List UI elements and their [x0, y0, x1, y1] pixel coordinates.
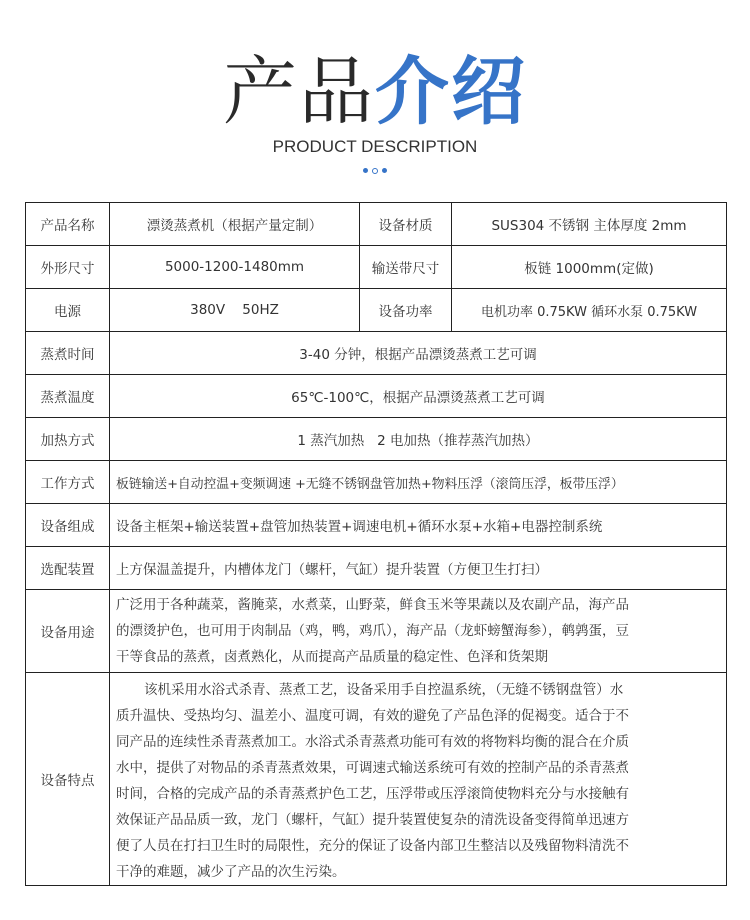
- spec-row: [26, 547, 727, 590]
- spec-label: 设备功率: [360, 289, 452, 332]
- spec-value: 1 蒸汽加热 2 电加热（推荐蒸汽加热）: [110, 418, 727, 461]
- spec-label: 加热方式: [26, 418, 110, 461]
- title-blue: 介绍: [375, 49, 527, 135]
- page-subtitle: PRODUCT DESCRIPTION: [272, 137, 478, 156]
- spec-label: 蒸煮时间: [26, 332, 110, 375]
- page-title: [0, 49, 750, 135]
- title-dark: 产品: [223, 49, 375, 135]
- usage-row: [26, 590, 727, 673]
- spec-label: 电源: [26, 289, 110, 332]
- spec-row: [26, 375, 727, 418]
- text-line: 干净的难题，减少了产品的次生污染。: [116, 864, 346, 880]
- decorative-dots: [0, 168, 750, 174]
- text-line: 广泛用于各种蔬菜，酱腌菜，水煮菜，山野菜，鲜食玉米等果蔬以及农副产品，海产品: [116, 597, 629, 613]
- dot-icon: [363, 168, 368, 173]
- spec-row: [26, 246, 727, 289]
- text-line: 该机采用水浴式杀青、蒸煮工艺，设备采用手自控温系统，（无缝不锈钢盘管）水: [144, 682, 624, 698]
- spec-value: 板链输送+自动控温+变频调速 +无缝不锈钢盘管加热+物料压浮（滚筒压浮，板带压浮）: [110, 461, 727, 504]
- spec-row: [26, 203, 727, 246]
- spec-label: 外形尺寸: [26, 246, 110, 289]
- spec-value: 板链 1000mm(定做): [452, 246, 727, 289]
- spec-label: 设备组成: [26, 504, 110, 547]
- spec-value: 上方保温盖提升，内槽体龙门（螺杆，气缸）提升装置（方便卫生打扫）: [110, 547, 727, 590]
- spec-value: 65℃-100℃，根据产品漂烫蒸煮工艺可调: [110, 375, 727, 418]
- text-line: 效保证产品品质一致，龙门（螺杆，气缸）提升装置使复杂的清洗设备变得简单迅速方: [116, 812, 629, 828]
- spec-value: 设备主框架+输送装置+盘管加热装置+调速电机+循环水泵+水箱+电器控制系统: [110, 504, 727, 547]
- usage-label: 设备用途: [26, 590, 110, 673]
- spec-label: 工作方式: [26, 461, 110, 504]
- spec-value: 3-40 分钟，根据产品漂烫蒸煮工艺可调: [110, 332, 727, 375]
- spec-table: [25, 202, 727, 886]
- text-line: 同产品的连续性杀青蒸煮加工。水浴式杀青蒸煮功能可有效的将物料均衡的混合在介质: [116, 734, 629, 750]
- spec-row: [26, 418, 727, 461]
- text-line: 干等食品的蒸煮，卤煮熟化，从而提高产品质量的稳定性、色泽和货架期: [116, 649, 548, 665]
- text-line: 的漂烫护色，也可用于肉制品（鸡，鸭，鸡爪），海产品（龙虾螃蟹海参），鹌鹑蛋，豆: [116, 623, 629, 639]
- spec-label: 产品名称: [26, 203, 110, 246]
- spec-label: 输送带尺寸: [360, 246, 452, 289]
- text-line: 水中，提供了对物品的杀青蒸煮效果，可调速式输送系统可有效的控制产品的杀青蒸煮: [116, 760, 629, 776]
- spec-label: 蒸煮温度: [26, 375, 110, 418]
- ring-dot-icon: [372, 168, 378, 174]
- features-row: [26, 673, 727, 886]
- spec-value: 漂烫蒸煮机（根据产量定制）: [110, 203, 360, 246]
- spec-value: SUS304 不锈钢 主体厚度 2mm: [452, 203, 727, 246]
- text-line: 质升温快、受热均匀、温差小、温度可调，有效的避免了产品色泽的促褐变。适合于不: [116, 708, 629, 724]
- spec-row: [26, 332, 727, 375]
- spec-label: 选配装置: [26, 547, 110, 590]
- spec-label: 设备材质: [360, 203, 452, 246]
- spec-row: [26, 289, 727, 332]
- spec-value: 380V 50HZ: [110, 289, 360, 332]
- text-line: 便了人员在打扫卫生时的局限性，充分的保证了设备内部卫生整洁以及残留物料清洗不: [116, 838, 629, 854]
- spec-row: [26, 461, 727, 504]
- spec-value: 电机功率 0.75KW 循环水泵 0.75KW: [452, 289, 727, 332]
- text-line: 时间，合格的完成产品的杀青蒸煮护色工艺，压浮带或压浮滚筒使物料充分与水接触有: [116, 786, 629, 802]
- spec-row: [26, 504, 727, 547]
- dot-icon: [382, 168, 387, 173]
- features-text: [110, 673, 727, 886]
- usage-text: [110, 590, 727, 673]
- features-label: 设备特点: [26, 673, 110, 886]
- spec-value: 5000-1200-1480mm: [110, 246, 360, 289]
